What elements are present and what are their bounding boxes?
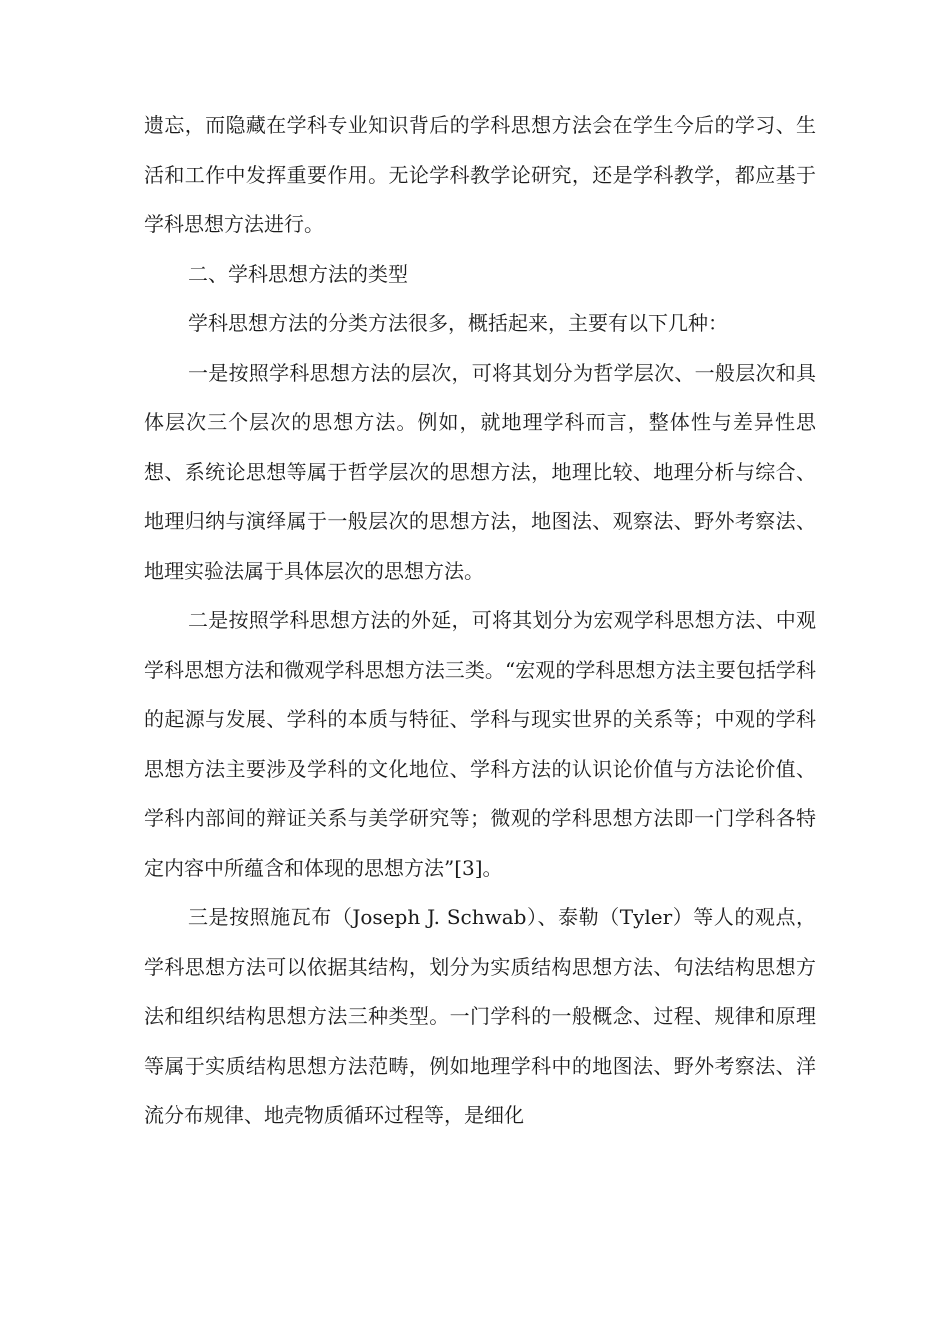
paragraph-type-three: 三是按照施瓦布（Joseph J. Schwab）、泰勒（Tyler）等人的观点，学科思想方法可以依据其结构，划分为实质结构思想方法、句法结构思想方法和组织结构思想方法三种类型。一门学科的一般概念、过程、规律和原理等属于实质结构思想方法范畴，例如地理学科中的地图法、野外考察法、洋流分布规律、地壳物质循环过程等，是细化 <box>144 905 816 1127</box>
section-heading: 二、学科思想方法的类型 <box>188 261 408 286</box>
document-page <box>144 101 816 1141</box>
paragraph-continuation: 遗忘，而隐藏在学科专业知识背后的学科思想方法会在学生今后的学习、生活和工作中发挥重要作用。无论学科教学论研究，还是学科教学，都应基于学科思想方法进行。 <box>144 113 816 236</box>
paragraph-type-two: 二是按照学科思想方法的外延，可将其划分为宏观学科思想方法、中观学科思想方法和微观学科思想方法三类。“宏观的学科思想方法主要包括学科的起源与发展、学科的本质与特征、学科与现实世界的关系等；中观的学科思想方法主要涉及学科的文化地位、学科方法的认识论价值与方法论价值、学科内部间的辩证关系与美学研究等；微观的学科思想方法即一门学科各特定内容中所蕴含和体现的思想方法”[3]。 <box>144 608 816 880</box>
paragraph-type-one: 一是按照学科思想方法的层次，可将其划分为哲学层次、一般层次和具体层次三个层次的思想方法。例如，就地理学科而言，整体性与差异性思想、系统论思想等属于哲学层次的思想方法，地理比较、地理分析与综合、地理归纳与演绎属于一般层次的思想方法，地图法、观察法、野外考察法、地理实验法属于具体层次的思想方法。 <box>144 360 816 583</box>
paragraph-intro: 学科思想方法的分类方法很多，概括起来，主要有以下几种： <box>188 311 728 335</box>
